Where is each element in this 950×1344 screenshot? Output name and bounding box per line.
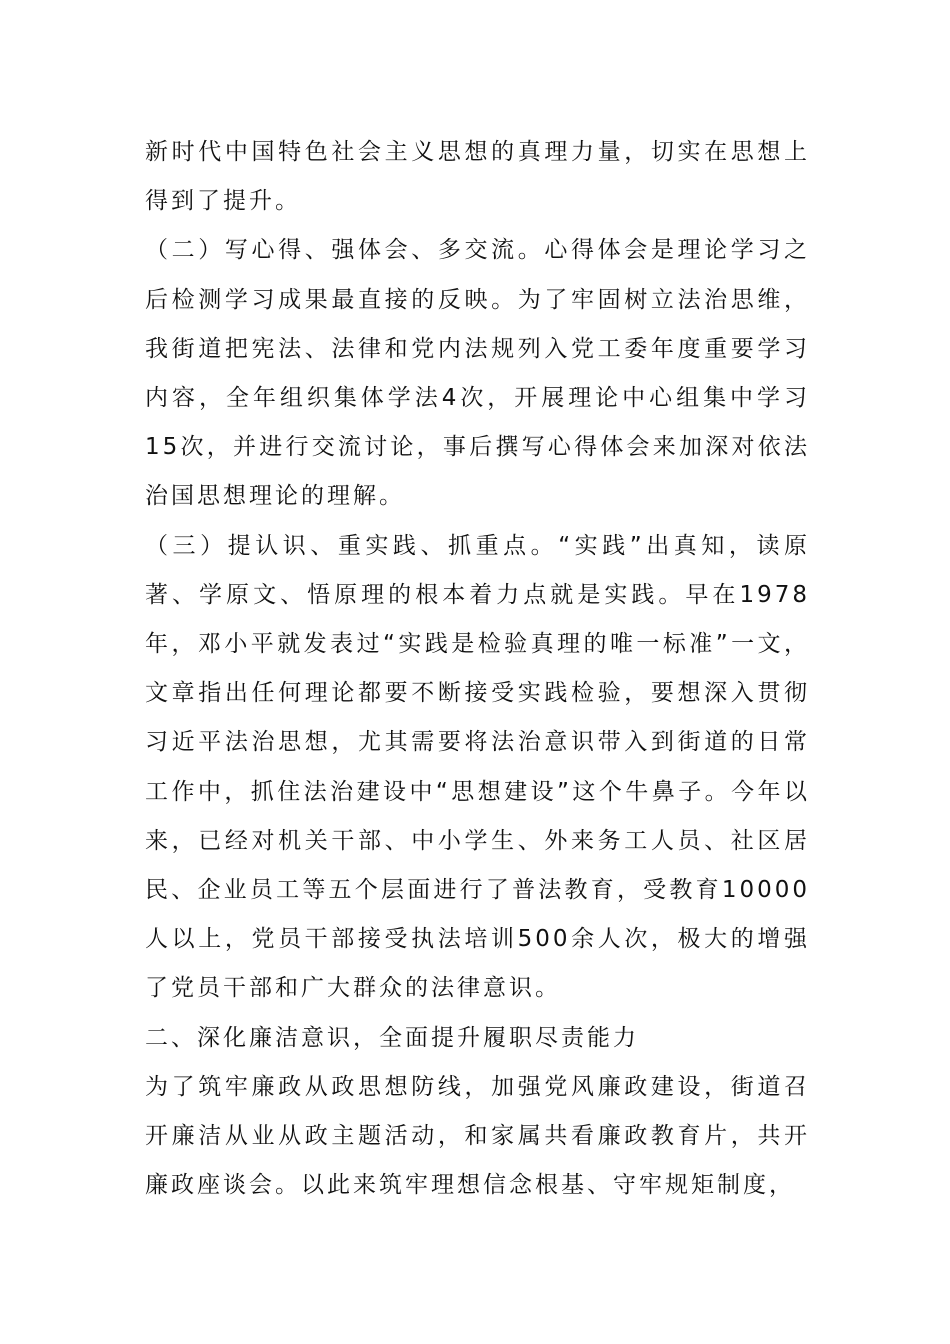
paragraph-integrity: 为了筑牢廉政从政思想防线，加强党风廉政建设，街道召开廉洁从业从政主题活动，和家属共看廉政教育片，共开廉政座谈会。以此来筑牢理想信念根基、守牢规矩制度， — [145, 1073, 810, 1199]
paragraph-section-3: （三）提认识、重实践、抓重点。“实践”出真知，读原著、学原文、悟原理的根本着力点就是实践。早在1978年，邓小平就发表过“实践是检验真理的唯一标准”一文，文章指出任何理论都要不断接受实践检验，要想深入贯彻习近平法治思想，尤其需要将法治意识带入到街道的日常工作中，抓住法治建设中“思想建设”这个牛鼻子。今年以来，已经对机关干部、中小学生、外来务工人员、社区居民、企业员工等五个层面进行了普法教育，受教育10000人以上，党员干部接受执法培训500余人次，极大的增强了党员干部和广大群众的法律意识。 — [145, 532, 810, 1002]
section-heading-2: 二、深化廉洁意识，全面提升履职尽责能力 — [145, 1024, 639, 1051]
paragraph-continuation: 新时代中国特色社会主义思想的真理力量，切实在思想上得到了提升。 — [145, 139, 810, 215]
paragraph-section-2: （二）写心得、强体会、多交流。心得体会是理论学习之后检测学习成果最直接的反映。为了牢固树立法治思维，我街道把宪法、法律和党内法规列入党工委年度重要学习内容，全年组织集体学法4次，开展理论中心组集中学习15次，并进行交流讨论，事后撰写心得体会来加深对依法治国思想理论的理解。 — [145, 237, 810, 510]
document-body — [145, 128, 810, 1210]
